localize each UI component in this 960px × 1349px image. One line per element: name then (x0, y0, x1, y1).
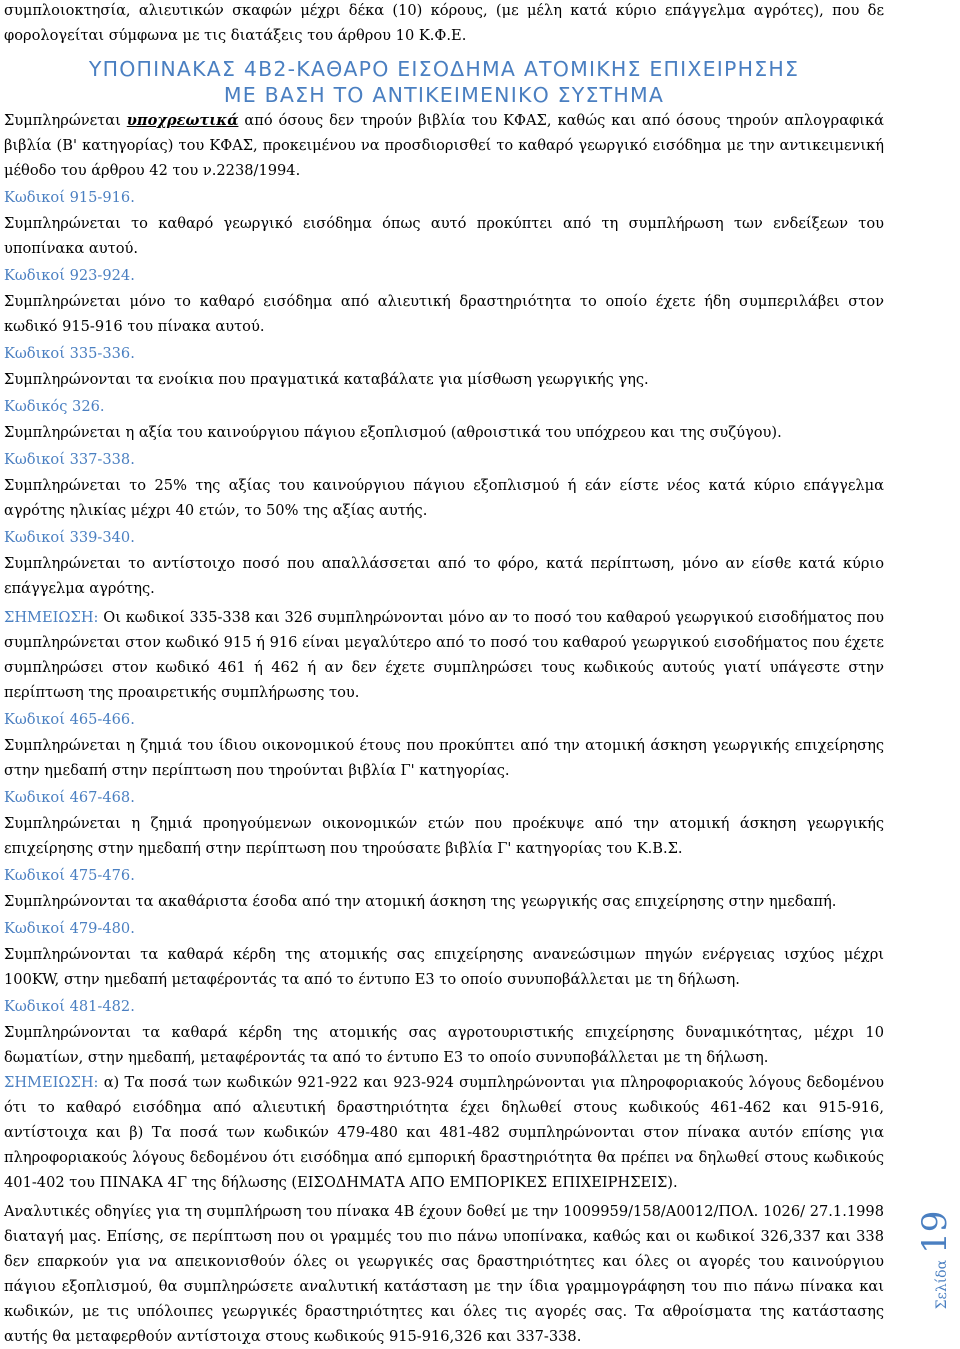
note-label: ΣΗΜΕΙΩΣΗ: (4, 609, 99, 626)
code-heading: Κωδικοί 915-916. (4, 189, 135, 206)
note-paragraph (4, 605, 884, 705)
document-page (4, 0, 884, 1349)
note-text: Οι κωδικοί 335-338 και 326 συμπληρώνονται μόνο αν το ποσό του καθαρού γεωργικού εισοδήματος που συμπληρώνεται στον κωδικό 915 ή 916 είναι μεγαλύτερο από το ποσό του καθαρού γεωργικού εισοδήματος που έχετε συμπληρώσει στον κωδικό 461 ή 462 ή αν δεν έχετε συμπληρώσει τους κωδικούς αυτούς γιατί υπάγεστε στην περίπτωση της προαιρετικής συμπλήρωσης του. (4, 609, 884, 701)
code-heading: Κωδικοί 923-924. (4, 267, 135, 284)
page-number-margin (905, 1190, 960, 1330)
section-title (4, 56, 884, 108)
final-paragraph: Αναλυτικές οδηγίες για τη συμπλήρωση του πίνακα 4Β έχουν δοθεί με την 1009959/158/Α0012/ΠΟΛ. 1026/ 27.1.1998 διαταγή μας. Επίσης, σε περίπτωση που οι γραμμές του πιο πάνω υποπίνακα, καθώς και οι κωδικοί 326,337 και 338 δεν επαρκούν για να απεικονισθούν όλες οι γεωργικές σας δραστηριότητες και όλες οι αγορές του καινούργιου πάγιου εξοπλισμού, θα συμπληρώσετε αναλυτική κατάσταση με την ίδια γραμμογράφηση του πιο πάνω πίνακα και κωδικών, με τις υπόλοιπες γεωργικές δραστηριότητες και όλες τις αγορές σας. Τα αθροίσματα της κατάστασης αυτής θα μεταφερθούν αντίστοιχα στους κωδικούς 915-916,326 και 337-338. (4, 1203, 884, 1345)
code-description: Συμπληρώνονται τα καθαρά κέρδη της ατομικής σας επιχείρησης ανανεώσιμων πηγών ενέργειας ισχύος μέχρι 100KW, στην ημεδαπή μεταφέροντάς τα από το έντυπο Ε3 το οποίο συνυποβάλλεται με τη δήλωση. (4, 946, 884, 988)
code-description: Συμπληρώνεται το 25% της αξίας του καινούργιου πάγιου εξοπλισμού ή εάν είστε νέος κατά κύριο επάγγελμα αγρότης ηλικίας μέχρι 40 ετών, το 50% της αξίας αυτής. (4, 477, 884, 519)
intro-paragraph: συμπλοιοκτησία, αλιευτικών σκαφών μέχρι δέκα (10) κόρους, (με μέλη κατά κύριο επάγγελμα αγρότες), που δε φορολογείται σύμφωνα με τις διατάξεις του άρθρου 10 Κ.Φ.Ε. (4, 2, 884, 44)
code-description: Συμπληρώνεται η αξία του καινούργιου πάγιου εξοπλισμού (αθροιστικά του υπόχρεου και της συζύγου). (4, 424, 782, 441)
title-line-1: ΥΠΟΠΙΝΑΚΑΣ 4Β2-ΚΑΘΑΡΟ ΕΙΣΟΔΗΜΑ ΑΤΟΜΙΚΗΣ ΕΠΙΧΕΙΡΗΣΗΣ (88, 57, 800, 81)
code-heading: Κωδικός 326. (4, 398, 105, 415)
code-heading: Κωδικοί 335-336. (4, 345, 135, 362)
code-heading: Κωδικοί 481-482. (4, 998, 135, 1015)
code-heading: Κωδικοί 465-466. (4, 711, 135, 728)
code-description: Συμπληρώνεται η ζημιά προηγούμενων οικονομικών ετών που προέκυψε από την ατομική άσκηση γεωργικής επιχείρησης στην ημεδαπή στην περίπτωση που τηρούσατε βιβλία Γ' κατηγορίας του Κ.Β.Σ. (4, 815, 884, 857)
code-heading: Κωδικοί 339-340. (4, 529, 135, 546)
title-line-2: ΜΕ ΒΑΣΗ ΤΟ ΑΝΤΙΚΕΙΜΕΝΙΚΟ ΣΥΣΤΗΜΑ (223, 83, 665, 107)
code-description: Συμπληρώνονται τα καθαρά κέρδη της ατομικής σας αγροτουριστικής επιχείρησης δυναμικότητας, μέχρι 10 δωματίων, στην ημεδαπή, μεταφέροντάς τα από το έντυπο Ε3 το οποίο συνυποβάλλεται με τη δήλωση. (4, 1024, 884, 1066)
note-paragraph (4, 1070, 884, 1195)
code-heading: Κωδικοί 479-480. (4, 920, 135, 937)
code-description: Συμπληρώνονται τα ενοίκια που πραγματικά καταβάλατε για μίσθωση γεωργικής γης. (4, 371, 649, 388)
code-description: Συμπληρώνεται η ζημιά του ίδιου οικονομικού έτους που προκύπτει από την ατομική άσκηση γεωργικής επιχείρησης στην ημεδαπή στην περίπτωση που τηρούνται βιβλία Γ' κατηγορίας. (4, 737, 884, 779)
mandatory-emphasis: υποχρεωτικά (126, 112, 239, 129)
code-heading: Κωδικοί 337-338. (4, 451, 135, 468)
code-description: Συμπληρώνεται το αντίστοιχο ποσό που απαλλάσσεται από το φόρο, κατά περίπτωση, μόνο αν είσθε κατά κύριο επάγγελμα αγρότης. (4, 555, 884, 597)
page-number: 19 (915, 1210, 955, 1254)
instruction-prefix: Συμπληρώνεται (4, 112, 127, 129)
code-description: Συμπληρώνεται μόνο το καθαρό εισόδημα από αλιευτική δραστηριότητα το οποίο έχετε ήδη συμπεριλάβει στον κωδικό 915-916 του πίνακα αυτού. (4, 293, 884, 335)
code-description: Συμπληρώνονται τα ακαθάριστα έσοδα από την ατομική άσκηση της γεωργικής σας επιχείρησης στην ημεδαπή. (4, 893, 837, 910)
note-label: ΣΗΜΕΙΩΣΗ: (4, 1074, 99, 1091)
page-label: Σελίδα (934, 1259, 950, 1310)
note-text: α) Τα ποσά των κωδικών 921-922 και 923-924 συμπληρώνονται για πληροφοριακούς λόγους δεδομένου ότι το καθαρό εισόδημα από αλιευτική δραστηριότητα έχει δηλωθεί στους κωδικούς 461-462 και 915-916, αντίστοιχα και β) Τα ποσά των κωδικών 479-480 και 481-482 συμπληρώνονται στον πίνακα αυτόν επίσης για πληροφοριακούς λόγους δεδομένου ότι εισόδημα από εμπορική δραστηριότητα θα πρέπει να δηλωθεί στους κωδικούς 401-402 του ΠΙΝΑΚΑ 4Γ της δήλωσης (ΕΙΣΟΔΗΜΑΤΑ ΑΠΟ ΕΜΠΟΡΙΚΕΣ ΕΠΙΧΕΙΡΗΣΕΙΣ). (4, 1074, 884, 1191)
instruction-paragraph (4, 108, 884, 183)
code-heading: Κωδικοί 467-468. (4, 789, 135, 806)
code-description: Συμπληρώνεται το καθαρό γεωργικό εισόδημα όπως αυτό προκύπτει από τη συμπλήρωση των ενδείξεων του υποπίνακα αυτού. (4, 215, 884, 257)
instruction-rest: από όσους δεν τηρούν βιβλία του ΚΦΑΣ, καθώς και από όσους τηρούν απλογραφικά βιβλία (Β' κατηγορίας) του ΚΦΑΣ, προκειμένου να προσδιορισθεί το καθαρό γεωργικό εισόδημα με την αντικειμενική μέθοδο του άρθρου 42 του ν.2238/1994. (4, 112, 884, 179)
code-heading: Κωδικοί 475-476. (4, 867, 135, 884)
